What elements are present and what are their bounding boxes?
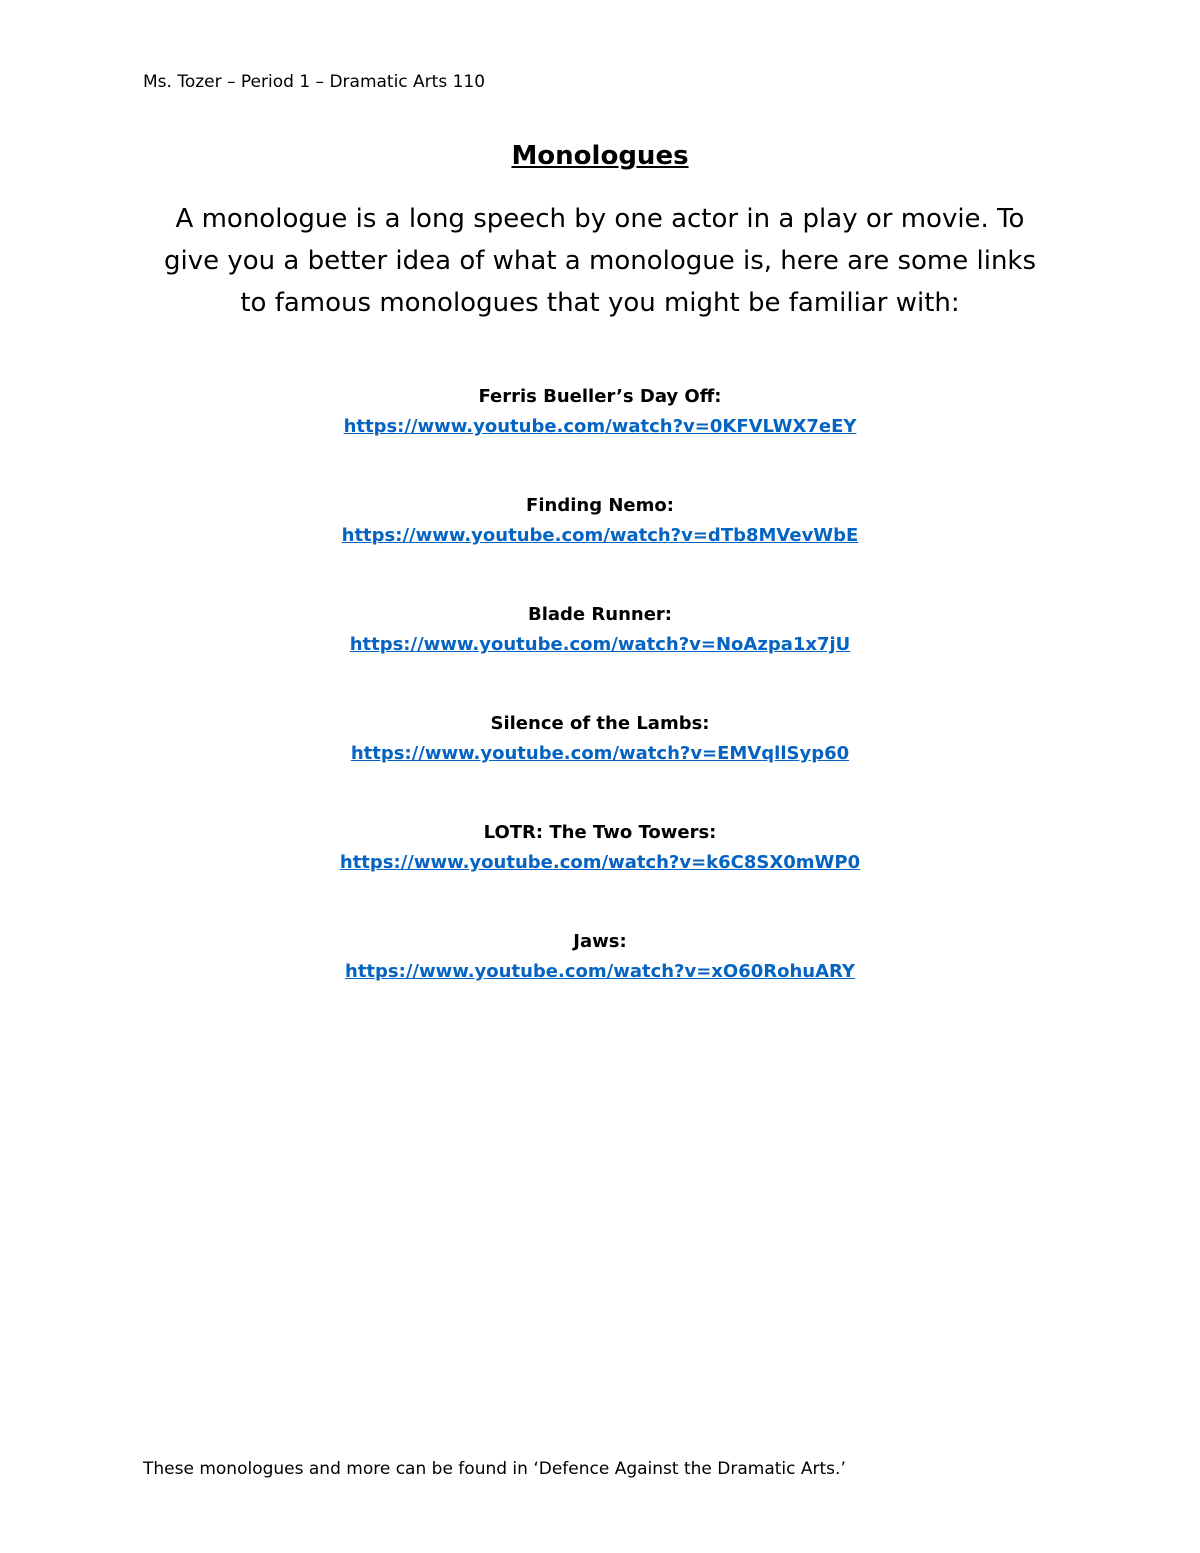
page-header: Ms. Tozer – Period 1 – Dramatic Arts 110 [143,72,486,92]
monologue-item [0,382,1200,491]
monologue-item [0,709,1200,818]
movie-title: LOTR: The Two Towers: [483,822,717,843]
monologue-item [0,818,1200,927]
page-footer: These monologues and more can be found in ‘Defence Against the Dramatic Arts.’ [143,1459,846,1479]
movie-title: Finding Nemo: [526,495,674,516]
youtube-link[interactable]: https://www.youtube.com/watch?v=dTb8MVevWbE [341,525,859,546]
monologue-list [0,382,1200,1036]
youtube-link[interactable]: https://www.youtube.com/watch?v=NoAzpa1x7jU [349,634,851,655]
youtube-link[interactable]: https://www.youtube.com/watch?v=xO60RohuARY [345,961,855,982]
monologue-item [0,600,1200,709]
youtube-link[interactable]: https://www.youtube.com/watch?v=k6C8SX0mWP0 [339,852,861,873]
document-title: Monologues [511,141,689,171]
movie-title: Silence of the Lambs: [490,713,710,734]
movie-title: Jaws: [573,931,627,952]
youtube-link[interactable]: https://www.youtube.com/watch?v=EMVqllSyp60 [350,743,850,764]
youtube-link[interactable]: https://www.youtube.com/watch?v=0KFVLWX7eEY [343,416,857,437]
movie-title: Ferris Bueller’s Day Off: [478,386,722,407]
movie-title: Blade Runner: [528,604,672,625]
intro-paragraph: A monologue is a long speech by one actor in a play or movie. To give you a better idea of what a monologue is, here are some links to famous monologues that you might be familiar with: [163,204,1037,318]
monologue-item [0,491,1200,600]
monologue-item [0,927,1200,1036]
